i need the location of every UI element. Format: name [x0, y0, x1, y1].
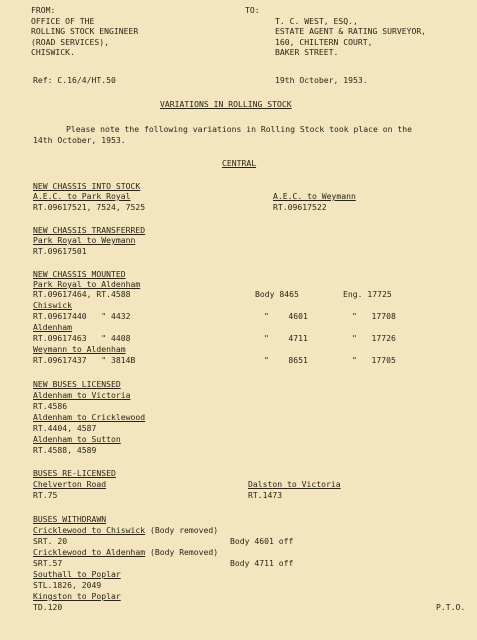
to-line-4: BAKER STREET. [275, 47, 339, 57]
body-note: (Body Removed) [145, 547, 219, 557]
route-label: Park Royal to Aldenham [33, 279, 141, 289]
route-label: A.E.C. to Weymann [273, 191, 356, 201]
chassis-numbers: RT.09617522 [273, 202, 327, 212]
chassis-numbers: RT.09617464, RT.4588 [33, 289, 131, 299]
from-line-4: CHISWICK. [31, 47, 75, 57]
body-number: " 4601 [264, 311, 308, 321]
to-line-1: T. C. WEST, ESQ., [275, 16, 358, 26]
document-title: VARIATIONS IN ROLLING STOCK [160, 99, 292, 109]
from-label: FROM: [31, 5, 56, 15]
bus-numbers: SRT. 20 [33, 536, 68, 546]
route-label: Aldenham to Victoria [33, 390, 131, 400]
to-line-2: ESTATE AGENT & RATING SURVEYOR, [275, 26, 427, 36]
bus-numbers: RT.4586 [33, 401, 68, 411]
engine-number: " 17705 [352, 355, 396, 365]
heading-buses-withdrawn: BUSES WITHDRAWN [33, 514, 107, 524]
route-label: Cricklewood to Aldenham [33, 547, 146, 557]
intro-line-1: Please note the following variations in Rolling Stock took place on the [66, 124, 412, 134]
engine-number: Eng. 17725 [343, 289, 392, 299]
from-line-3: (ROAD SERVICES), [31, 37, 109, 47]
route-label: Chelverton Road [33, 479, 107, 489]
withdrawn-entry-1 [33, 526, 218, 536]
route-label: A.E.C. to Park Royal [33, 191, 131, 201]
body-off: Body 4601 off [230, 536, 294, 546]
route-label: Southall to Poplar [33, 569, 121, 579]
from-line-1: OFFICE OF THE [31, 16, 95, 26]
route-label: Dalston to Victoria [248, 479, 341, 489]
to-line-3: 160, CHILTERN COURT, [275, 37, 373, 47]
bus-numbers: STL.1826, 2049 [33, 580, 102, 590]
route-label: Park Royal to Weymann [33, 235, 136, 245]
chassis-numbers: RT.09617440 " 4432 [33, 311, 131, 321]
body-off: Body 4711 off [230, 558, 294, 568]
bus-numbers: SRT.57 [33, 558, 63, 568]
heading-new-chassis-mounted: NEW CHASSIS MOUNTED [33, 269, 126, 279]
bus-numbers: RT.4404, 4587 [33, 423, 97, 433]
route-label: Weymann to Aldenham [33, 344, 126, 354]
heading-new-buses-licensed: NEW BUSES LICENSED [33, 379, 121, 389]
bus-numbers: RT.75 [33, 490, 58, 500]
intro-line-2: 14th October, 1953. [33, 135, 126, 145]
engine-number: " 17726 [352, 333, 396, 343]
division-heading: CENTRAL [222, 158, 257, 168]
bus-numbers: TD.120 [33, 602, 63, 612]
route-label: Chiswick [33, 300, 72, 310]
chassis-numbers: RT.09617521, 7524, 7525 [33, 202, 146, 212]
body-number: Body 8465 [255, 289, 299, 299]
chassis-numbers: RT.09617463 " 4408 [33, 333, 131, 343]
body-number: " 8651 [264, 355, 308, 365]
route-label: Cricklewood to Chiswick [33, 525, 146, 535]
route-label: Kingston to Poplar [33, 591, 121, 601]
to-label: TO: [245, 5, 260, 15]
engine-number: " 17708 [352, 311, 396, 321]
from-line-2: ROLLING STOCK ENGINEER [31, 26, 139, 36]
bus-numbers: RT.1473 [248, 490, 283, 500]
route-label: Aldenham to Sutton [33, 434, 121, 444]
reference: Ref: C.16/4/HT.50 [33, 75, 116, 85]
heading-new-chassis-into-stock: NEW CHASSIS INTO STOCK [33, 181, 141, 191]
route-label: Aldenham [33, 322, 72, 332]
withdrawn-entry-2 [33, 548, 218, 558]
body-number: " 4711 [264, 333, 308, 343]
pto-marker: P.T.O. [436, 602, 466, 612]
body-note: (Body removed) [145, 525, 219, 535]
bus-numbers: RT.4588, 4589 [33, 445, 97, 455]
heading-buses-re-licensed: BUSES RE-LICENSED [33, 468, 116, 478]
route-label: Aldenham to Cricklewood [33, 412, 146, 422]
letter-date: 19th October, 1953. [275, 75, 368, 85]
heading-new-chassis-transferred: NEW CHASSIS TRANSFERRED [33, 225, 146, 235]
chassis-numbers: RT.09617501 [33, 246, 87, 256]
chassis-numbers: RT.09617437 " 3814B [33, 355, 136, 365]
